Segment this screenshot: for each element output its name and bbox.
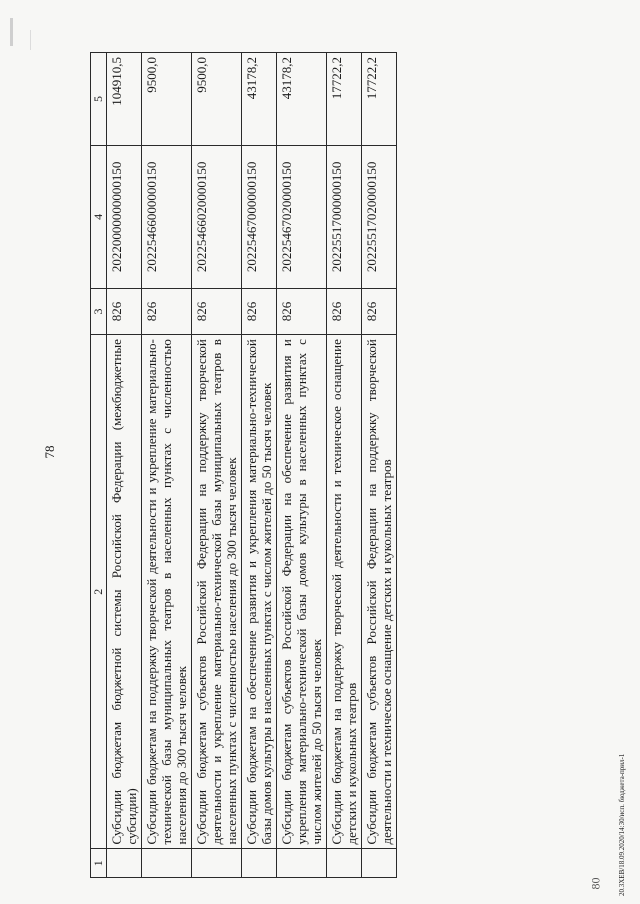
row-name: Субсидии бюджетам бюджетной системы Российской Федерации (межбюджетные субсидии): [107, 335, 142, 849]
empty-cell: [362, 849, 397, 878]
row-name: Субсидии бюджетам на обеспечение развития и укрепления материально-технической базы домов культуры в населенных пунктах с числом жителей до 50 тысяч человек: [242, 335, 277, 849]
row-name: Субсидии бюджетам на поддержку творческой деятельности и техническое оснащение детских и кукольных театров: [327, 335, 362, 849]
table-row: [242, 53, 277, 878]
row-budget-code: 20225467000000150: [242, 145, 277, 288]
column-header: 2: [91, 335, 107, 849]
row-budget-code: 20220000000000150: [107, 145, 142, 288]
budget-table: [90, 52, 397, 878]
row-admin-code: 826: [277, 288, 327, 334]
scan-artifact: [10, 18, 13, 46]
table-row: [142, 53, 192, 878]
corner-page-number: 80: [588, 877, 603, 890]
row-admin-code: 826: [107, 288, 142, 334]
row-admin-code: 826: [362, 288, 397, 334]
row-admin-code: 826: [327, 288, 362, 334]
footer-note: 20.3XEB/18.09.2020/14:30/исп. бюджета-прил-1: [618, 753, 626, 896]
column-header: 4: [91, 145, 107, 288]
row-budget-code: 20225466000000150: [142, 145, 192, 288]
page-number: 78: [42, 445, 57, 459]
table-row: [277, 53, 327, 878]
row-budget-code: 20225517020000150: [362, 145, 397, 288]
column-header: 5: [91, 53, 107, 146]
empty-cell: [107, 849, 142, 878]
row-name: Субсидии бюджетам на поддержку творческой деятельности и укрепление материально-технической базы муниципальных театров в населенных пунктах с численностью населения до 300 тысяч человек: [142, 335, 192, 849]
row-name: Субсидии бюджетам субъектов Российской Федерации на поддержку творческой деятельности и техническое оснащение детских и кукольных театров: [362, 335, 397, 849]
table-row: [362, 53, 397, 878]
row-admin-code: 826: [242, 288, 277, 334]
row-amount: 17722,2: [362, 53, 397, 146]
scan-artifact: [30, 30, 31, 50]
row-amount: 43178,2: [242, 53, 277, 146]
table-header-row: [91, 53, 107, 878]
row-budget-code: 20225467020000150: [277, 145, 327, 288]
table-row: [107, 53, 142, 878]
row-admin-code: 826: [142, 288, 192, 334]
table-row: [327, 53, 362, 878]
empty-cell: [327, 849, 362, 878]
empty-cell: [192, 849, 242, 878]
empty-cell: [277, 849, 327, 878]
column-header: 1: [91, 849, 107, 878]
table-row: [192, 53, 242, 878]
row-budget-code: 20225466020000150: [192, 145, 242, 288]
row-amount: 9500,0: [142, 53, 192, 146]
row-admin-code: 826: [192, 288, 242, 334]
rotated-content: [90, 26, 640, 878]
row-amount: 9500,0: [192, 53, 242, 146]
row-budget-code: 20225517000000150: [327, 145, 362, 288]
row-name: Субсидии бюджетам субъектов Российской Федерации на обеспечение развития и укрепления материально-технической базы домов культуры в населенных пунктах с числом жителей до 50 тысяч человек: [277, 335, 327, 849]
row-amount: 17722,2: [327, 53, 362, 146]
column-header: 3: [91, 288, 107, 334]
row-name: Субсидии бюджетам субъектов Российской Федерации на поддержку творческой деятельности и укрепление материально-технической базы муниципальных театров в населенных пунктах с численностью населения до 300 тысяч человек: [192, 335, 242, 849]
row-amount: 43178,2: [277, 53, 327, 146]
empty-cell: [142, 849, 192, 878]
row-amount: 104910,5: [107, 53, 142, 146]
empty-cell: [242, 849, 277, 878]
